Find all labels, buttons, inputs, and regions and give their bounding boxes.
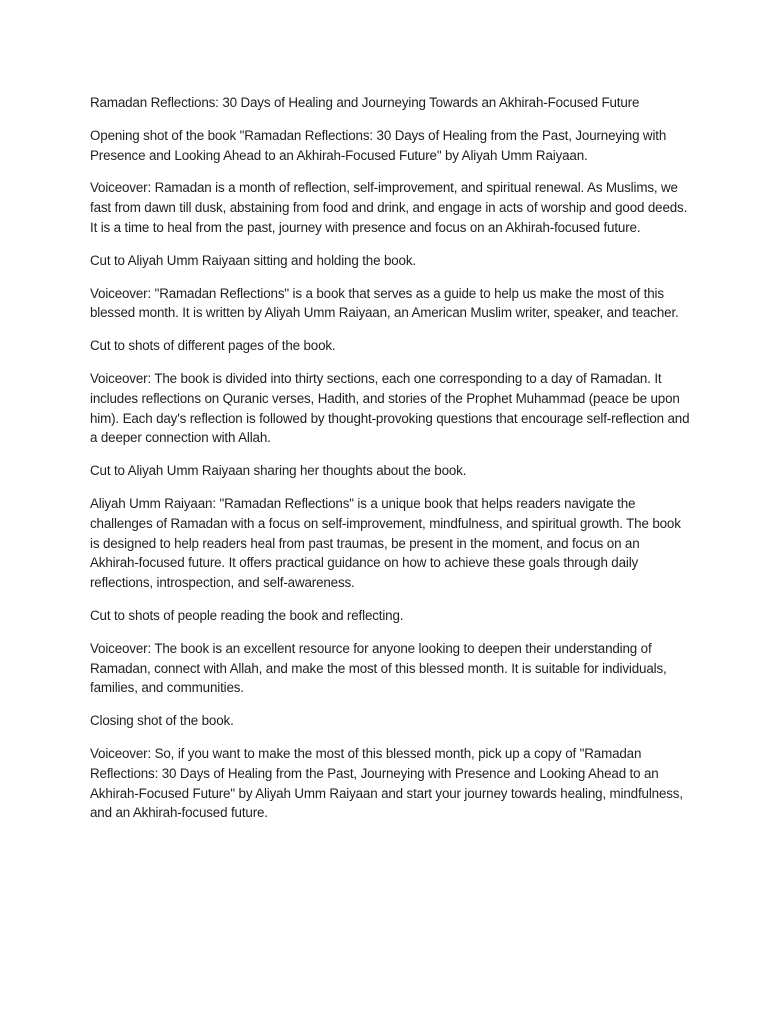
paragraph-voiceover-intro: Voiceover: Ramadan is a month of reflection, self-improvement, and spiritual renewal. As Muslims, we fast from dawn till dusk, abstaining from food and drink, and engage in acts of worship and good deeds. It is a time to heal from the past, journey with presence and focus on an Akhirah-focused future. <box>90 180 688 235</box>
paragraph-cut-sitting: Cut to Aliyah Umm Raiyaan sitting and holding the book. <box>90 252 416 268</box>
document-page <box>90 93 690 836</box>
paragraph-opening-shot: Opening shot of the book "Ramadan Reflections: 30 Days of Healing from the Past, Journeying with Presence and Looking Ahead to an Akhirah-Focused Future" by Aliyah Umm Raiyaan. <box>90 127 667 163</box>
paragraph-author-quote: Aliyah Umm Raiyaan: "Ramadan Reflections" is a unique book that helps readers navigate the challenges of Ramadan with a focus on self-improvement, mindfulness, and spiritual growth. The book is designed to help readers heal from past traumas, be present in the moment, and focus on an Akhirah-focused future. It offers practical guidance on how to achieve these goals through daily reflections, introspection, and self-awareness. <box>90 495 681 591</box>
paragraph-voiceover-closing: Voiceover: So, if you want to make the most of this blessed month, pick up a copy of "Ramadan Reflections: 30 Days of Healing from the Past, Journeying with Presence and Looking Ahead to an Akhirah-Focused Future" by Aliyah Umm Raiyaan and start your journey towards healing, mindfulness, and an Akhirah-focused future. <box>90 745 683 821</box>
paragraph-voiceover-resource: Voiceover: The book is an excellent resource for anyone looking to deepen their understanding of Ramadan, connect with Allah, and make the most of this blessed month. It is suitable for individuals, families, and communities. <box>90 640 667 696</box>
paragraph-voiceover-guide: Voiceover: "Ramadan Reflections" is a book that serves as a guide to help us make the most of this blessed month. It is written by Aliyah Umm Raiyaan, an American Muslim writer, speaker, and teacher. <box>90 285 679 321</box>
paragraph-voiceover-sections: Voiceover: The book is divided into thirty sections, each one corresponding to a day of Ramadan. It includes reflections on Quranic verses, Hadith, and stories of the Prophet Muhammad (peace be upon him). Each day's reflection is followed by thought-provoking questions that encourage self-reflection and a deeper connection with Allah. <box>90 370 690 446</box>
paragraph-cut-pages: Cut to shots of different pages of the book. <box>90 338 336 354</box>
document-title: Ramadan Reflections: 30 Days of Healing and Journeying Towards an Akhirah-Focused Future <box>90 95 640 110</box>
paragraph-cut-thoughts: Cut to Aliyah Umm Raiyaan sharing her thoughts about the book. <box>90 463 467 479</box>
paragraph-cut-readers: Cut to shots of people reading the book and reflecting. <box>90 607 404 623</box>
paragraph-closing-shot: Closing shot of the book. <box>90 713 234 729</box>
